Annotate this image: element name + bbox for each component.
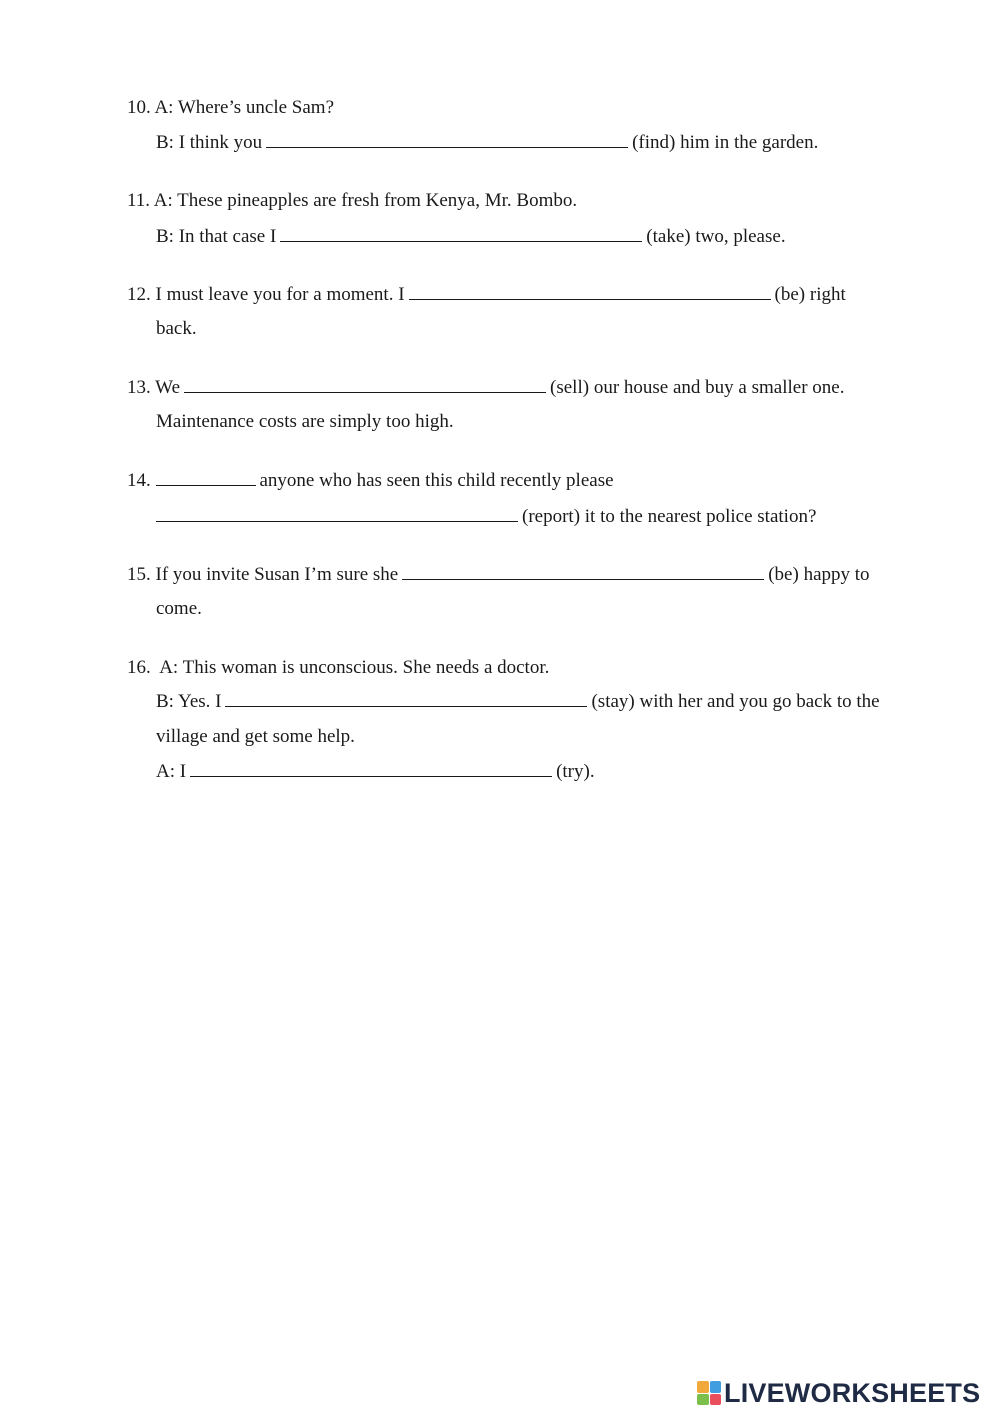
- logo-tile-4: [710, 1394, 722, 1406]
- item-16-line-3: village and get some help.: [156, 726, 355, 747]
- answer-blank-14a[interactable]: [156, 484, 256, 486]
- liveworksheets-logo-icon: [697, 1381, 721, 1405]
- item-12-line-2: back.: [156, 318, 197, 339]
- item-10-line-2: B: I think you (find) him in the garden.: [156, 132, 819, 153]
- logo-tile-3: [697, 1394, 709, 1406]
- answer-blank-14b[interactable]: [156, 520, 518, 522]
- logo-tile-2: [710, 1381, 722, 1393]
- item-13-line-1: 13. We (sell) our house and buy a smaller one.: [127, 377, 845, 398]
- answer-blank-12[interactable]: [409, 298, 771, 300]
- item-12-line-1: 12. I must leave you for a moment. I (be) right: [127, 284, 846, 305]
- answer-blank-11[interactable]: [280, 240, 642, 242]
- item-16-line-1: 16. A: This woman is unconscious. She needs a doctor.: [127, 657, 550, 678]
- answer-blank-16a[interactable]: [225, 705, 587, 707]
- item-11-line-1: 11. A: These pineapples are fresh from Kenya, Mr. Bombo.: [127, 190, 578, 211]
- item-16-line-4: A: I (try).: [156, 761, 595, 782]
- answer-blank-10[interactable]: [266, 146, 628, 148]
- item-11-line-2: B: In that case I (take) two, please.: [156, 226, 786, 247]
- answer-blank-15[interactable]: [402, 578, 764, 580]
- answer-blank-13[interactable]: [184, 391, 546, 393]
- item-16-line-2: B: Yes. I (stay) with her and you go back to the: [156, 691, 880, 712]
- logo-tile-1: [697, 1381, 709, 1393]
- item-10-line-1: 10. A: Where’s uncle Sam?: [127, 97, 335, 118]
- answer-blank-16b[interactable]: [190, 775, 552, 777]
- item-14-line-1: 14. anyone who has seen this child recently please: [127, 470, 614, 491]
- item-13-line-2: Maintenance costs are simply too high.: [156, 411, 454, 432]
- liveworksheets-logo: [697, 1378, 980, 1408]
- brand-name: LIVEWORKSHEETS: [724, 1377, 981, 1408]
- item-15-line-1: 15. If you invite Susan I’m sure she (be) happy to: [127, 564, 870, 585]
- item-15-line-2: come.: [156, 598, 202, 619]
- item-14-line-2: (report) it to the nearest police station?: [156, 507, 816, 526]
